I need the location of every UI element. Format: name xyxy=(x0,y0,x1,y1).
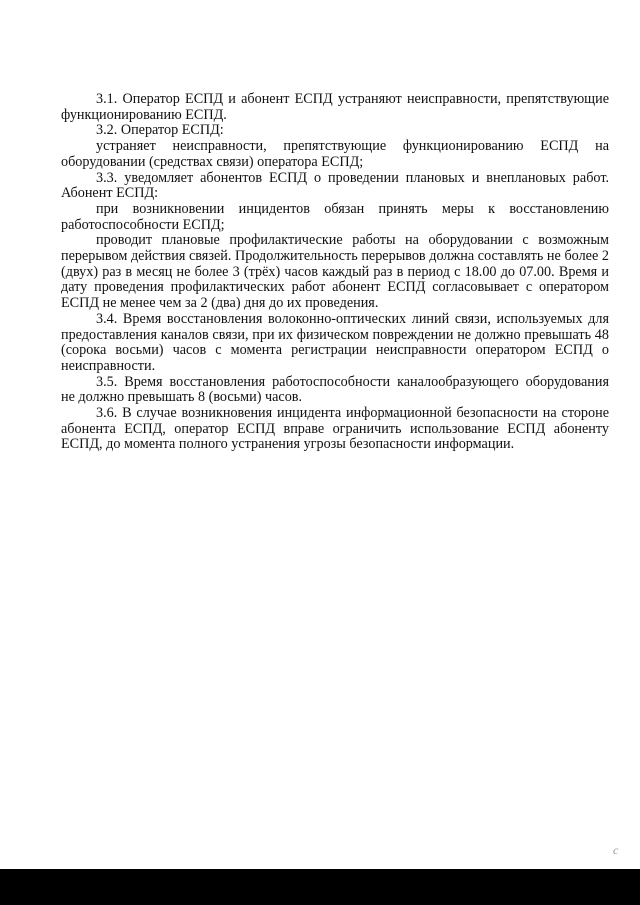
paragraph-3-1: 3.1. Оператор ЕСПД и абонент ЕСПД устраняют неисправности, препятствующие функционированию ЕСПД. xyxy=(61,91,609,123)
paragraph-3-6: 3.6. В случае возникновения инцидента информационной безопасности на стороне абонента ЕСПД, оператор ЕСПД вправе ограничить использование ЕСПД абоненту ЕСПД, до момента полного устранения угрозы безопасности информации. xyxy=(61,405,609,453)
scan-bottom-border xyxy=(0,869,640,905)
paragraph-maintenance: проводит плановые профилактические работы на оборудовании с возможным перерывом действия связей. Продолжительность перерывов должна составлять не более 2 (двух) раз в месяц не более 3 (трёх) часов каждый раз в период с 18.00 до 07.00. Время и дату проведения профилактических работ абонент ЕСПД согласовывает с оператором ЕСПД не менее чем за 2 (два) дня до их проведения. xyxy=(61,232,609,312)
paragraph-3-2: 3.2. Оператор ЕСПД: xyxy=(96,122,224,139)
corner-scan-mark: c xyxy=(613,843,619,857)
paragraph-operator-fixes: устраняет неисправности, препятствующие функционированию ЕСПД на оборудовании (средствах связи) оператора ЕСПД; xyxy=(61,138,609,170)
paragraph-3-4: 3.4. Время восстановления волоконно-оптических линий связи, используемых для предоставления каналов связи, при их физическом повреждении не должно превышать 48 (сорока восьми) часов с момента регистрации неисправности оператором ЕСПД о неисправности. xyxy=(61,310,609,374)
paragraph-3-3: 3.3. уведомляет абонентов ЕСПД о проведении плановых и внеплановых работ. Абонент ЕСПД: xyxy=(61,169,609,202)
document-body xyxy=(61,92,609,453)
paragraph-3-5: 3.5. Время восстановления работоспособности каналообразующего оборудования не должно превышать 8 (восьми) часов. xyxy=(61,373,609,406)
paragraph-incidents: при возникновении инцидентов обязан принять меры к восстановлению работоспособности ЕСПД; xyxy=(61,200,609,233)
